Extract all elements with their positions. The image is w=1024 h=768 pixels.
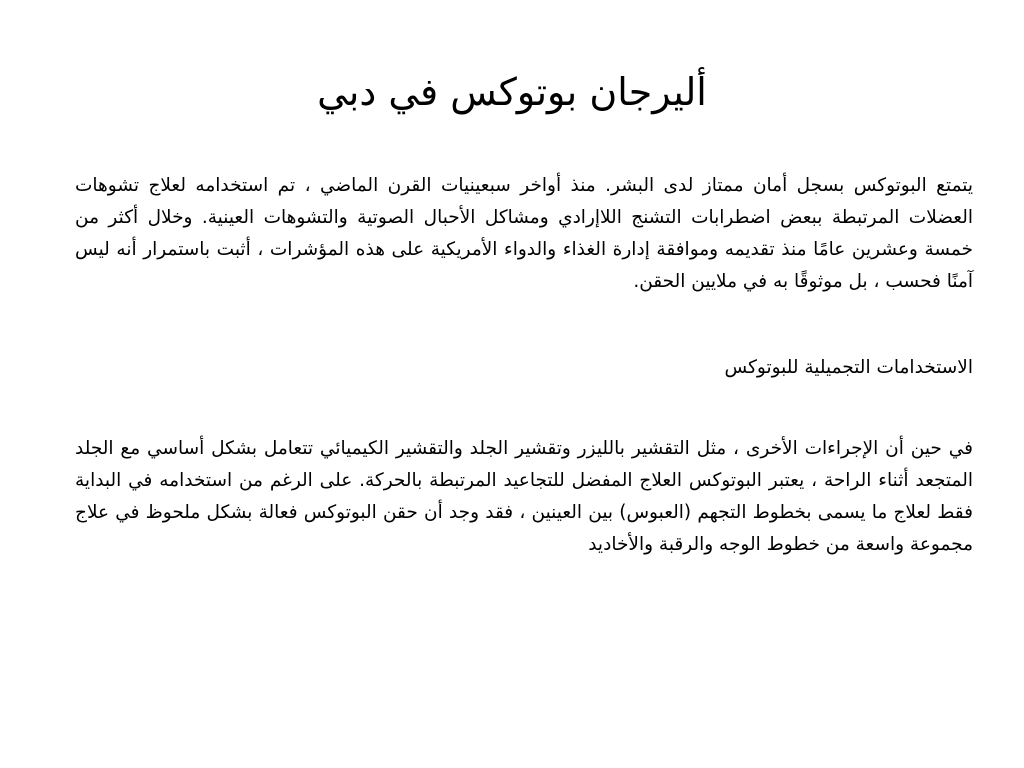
slide-title: أليرجان بوتوكس في دبي xyxy=(317,70,707,114)
paragraph-botox-safety: يتمتع البوتوكس بسجل أمان ممتاز لدى البشر. منذ أواخر سبعينيات القرن الماضي ، تم استخدامه لعلاج تشوهات العضلات المرتبطة ببعض اضطرابات التشنج اللاإرادي ومشاكل الأحبال الصوتية والتشوهات العينية. وخلال أكثر من خمسة وعشرين عامًا منذ تقديمه وموافقة إدارة الغذاء والدواء الأمريكية على هذه المؤشرات ، أثبت باستمرار أنه ليس آمنًا فحسب ، بل موثوقًا به في ملايين الحقن. xyxy=(75,175,973,292)
section-heading-cosmetic-uses: الاستخدامات التجميلية للبوتوكس xyxy=(724,357,973,378)
paragraph-botox-cosmetic: في حين أن الإجراءات الأخرى ، مثل التقشير بالليزر وتقشير الجلد والتقشير الكيميائي تتعامل بشكل أساسي مع الجلد المتجعد أثناء الراحة ، يعتبر البوتوكس العلاج المفضل للتجاعيد المرتبطة بالحركة. على الرغم من استخدامه في البداية فقط لعلاج ما يسمى بخطوط التجهم (العبوس) بين العينين ، فقد وجد أن حقن البوتوكس فعالة بشكل ملحوظ في علاج مجموعة واسعة من خطوط الوجه والرقبة والأخاديد xyxy=(75,438,973,555)
